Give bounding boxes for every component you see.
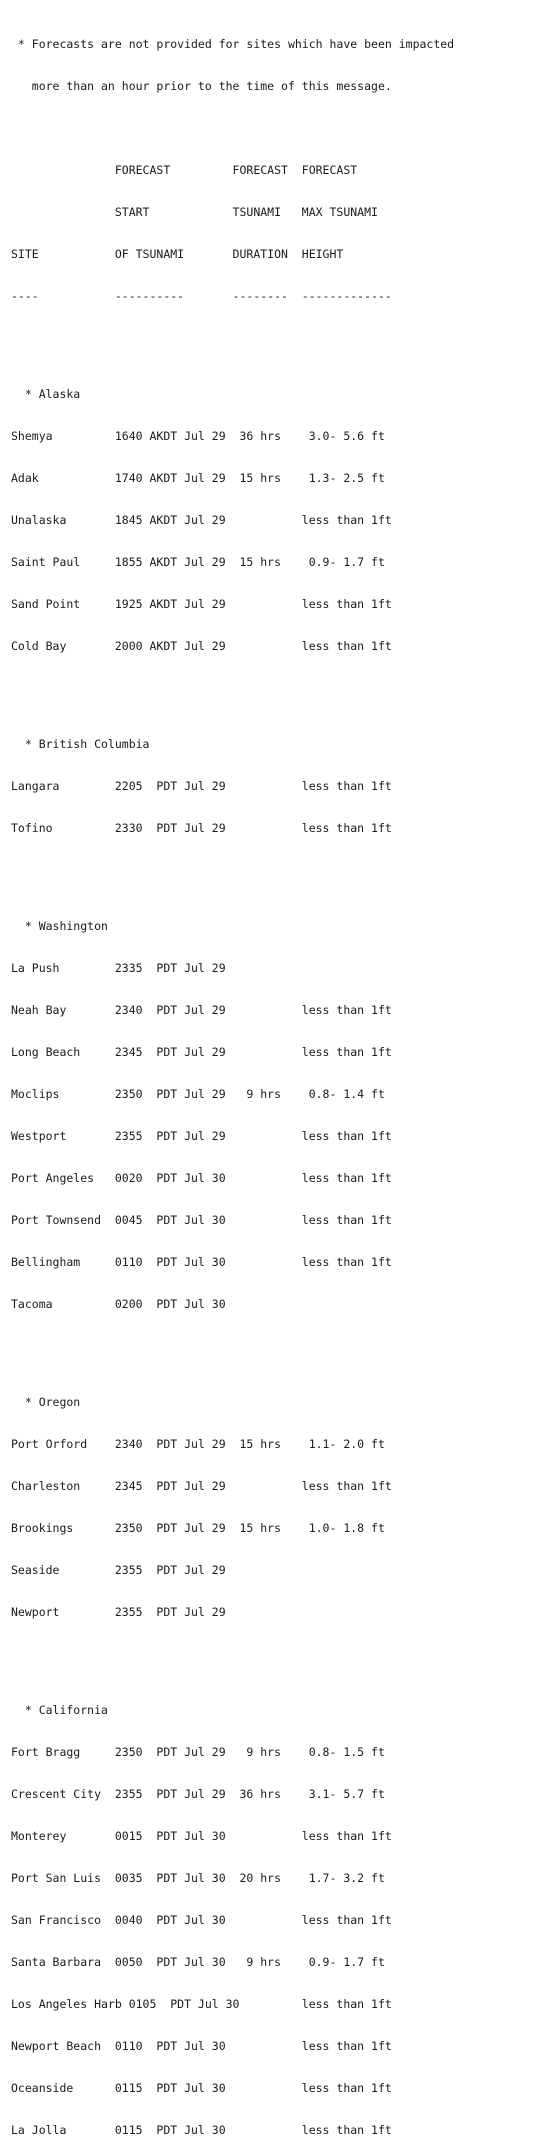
header-line: SITE OF TSUNAMI DURATION HEIGHT bbox=[11, 247, 344, 261]
site-row: San Francisco 0040 PDT Jul 30 less than 1ft bbox=[11, 1913, 392, 1927]
site-row: Port Townsend 0045 PDT Jul 30 less than 1ft bbox=[11, 1213, 392, 1227]
site-row: Westport 2355 PDT Jul 29 less than 1ft bbox=[11, 1129, 392, 1143]
header-line: FORECAST FORECAST FORECAST bbox=[11, 163, 358, 177]
region-heading: * Alaska bbox=[11, 387, 81, 401]
blank-line bbox=[11, 121, 454, 135]
blank-line bbox=[11, 681, 454, 695]
site-row: Cold Bay 2000 AKDT Jul 29 less than 1ft bbox=[11, 639, 392, 653]
site-row: Port Orford 2340 PDT Jul 29 15 hrs 1.1- 2.0 ft bbox=[11, 1437, 385, 1451]
site-row: Port Angeles 0020 PDT Jul 30 less than 1ft bbox=[11, 1171, 392, 1185]
site-row: Charleston 2345 PDT Jul 29 less than 1ft bbox=[11, 1479, 392, 1493]
site-row: Sand Point 1925 AKDT Jul 29 less than 1ft bbox=[11, 597, 392, 611]
site-row: Monterey 0015 PDT Jul 30 less than 1ft bbox=[11, 1829, 392, 1843]
blank-line bbox=[11, 331, 454, 345]
site-row: Newport 2355 PDT Jul 29 bbox=[11, 1605, 226, 1619]
site-row: Fort Bragg 2350 PDT Jul 29 9 hrs 0.8- 1.5 ft bbox=[11, 1745, 385, 1759]
region-heading: * Washington bbox=[11, 919, 108, 933]
site-row: Los Angeles Harb 0105 PDT Jul 30 less than 1ft bbox=[11, 1997, 392, 2011]
notice-line: more than an hour prior to the time of this message. bbox=[11, 79, 392, 93]
site-row: Santa Barbara 0050 PDT Jul 30 9 hrs 0.9- 1.7 ft bbox=[11, 1955, 385, 1969]
site-row: Saint Paul 1855 AKDT Jul 29 15 hrs 0.9- 1.7 ft bbox=[11, 555, 385, 569]
site-row: Crescent City 2355 PDT Jul 29 36 hrs 3.1- 5.7 ft bbox=[11, 1787, 385, 1801]
notice-line: * Forecasts are not provided for sites which have been impacted bbox=[11, 37, 455, 51]
site-row: Long Beach 2345 PDT Jul 29 less than 1ft bbox=[11, 1045, 392, 1059]
site-row: Newport Beach 0110 PDT Jul 30 less than 1ft bbox=[11, 2039, 392, 2053]
site-row: Unalaska 1845 AKDT Jul 29 less than 1ft bbox=[11, 513, 392, 527]
site-row: Langara 2205 PDT Jul 29 less than 1ft bbox=[11, 779, 392, 793]
site-row: La Jolla 0115 PDT Jul 30 less than 1ft bbox=[11, 2123, 392, 2137]
region-heading: * California bbox=[11, 1703, 108, 1717]
site-row: Moclips 2350 PDT Jul 29 9 hrs 0.8- 1.4 ft bbox=[11, 1087, 385, 1101]
blank-line bbox=[11, 863, 454, 877]
tsunami-forecast-document bbox=[11, 9, 454, 2151]
blank-line bbox=[11, 1339, 454, 1353]
site-row: Tofino 2330 PDT Jul 29 less than 1ft bbox=[11, 821, 392, 835]
header-line: START TSUNAMI MAX TSUNAMI bbox=[11, 205, 378, 219]
site-row: La Push 2335 PDT Jul 29 bbox=[11, 961, 226, 975]
header-underline: ---- ---------- -------- ------------- bbox=[11, 289, 392, 303]
site-row: Port San Luis 0035 PDT Jul 30 20 hrs 1.7- 3.2 ft bbox=[11, 1871, 385, 1885]
site-row: Neah Bay 2340 PDT Jul 29 less than 1ft bbox=[11, 1003, 392, 1017]
site-row: Oceanside 0115 PDT Jul 30 less than 1ft bbox=[11, 2081, 392, 2095]
region-heading: * British Columbia bbox=[11, 737, 150, 751]
site-row: Brookings 2350 PDT Jul 29 15 hrs 1.0- 1.8 ft bbox=[11, 1521, 385, 1535]
site-row: Bellingham 0110 PDT Jul 30 less than 1ft bbox=[11, 1255, 392, 1269]
blank-line bbox=[11, 1647, 454, 1661]
site-row: Seaside 2355 PDT Jul 29 bbox=[11, 1563, 226, 1577]
site-row: Adak 1740 AKDT Jul 29 15 hrs 1.3- 2.5 ft bbox=[11, 471, 385, 485]
site-row: Tacoma 0200 PDT Jul 30 bbox=[11, 1297, 226, 1311]
region-heading: * Oregon bbox=[11, 1395, 81, 1409]
site-row: Shemya 1640 AKDT Jul 29 36 hrs 3.0- 5.6 ft bbox=[11, 429, 385, 443]
